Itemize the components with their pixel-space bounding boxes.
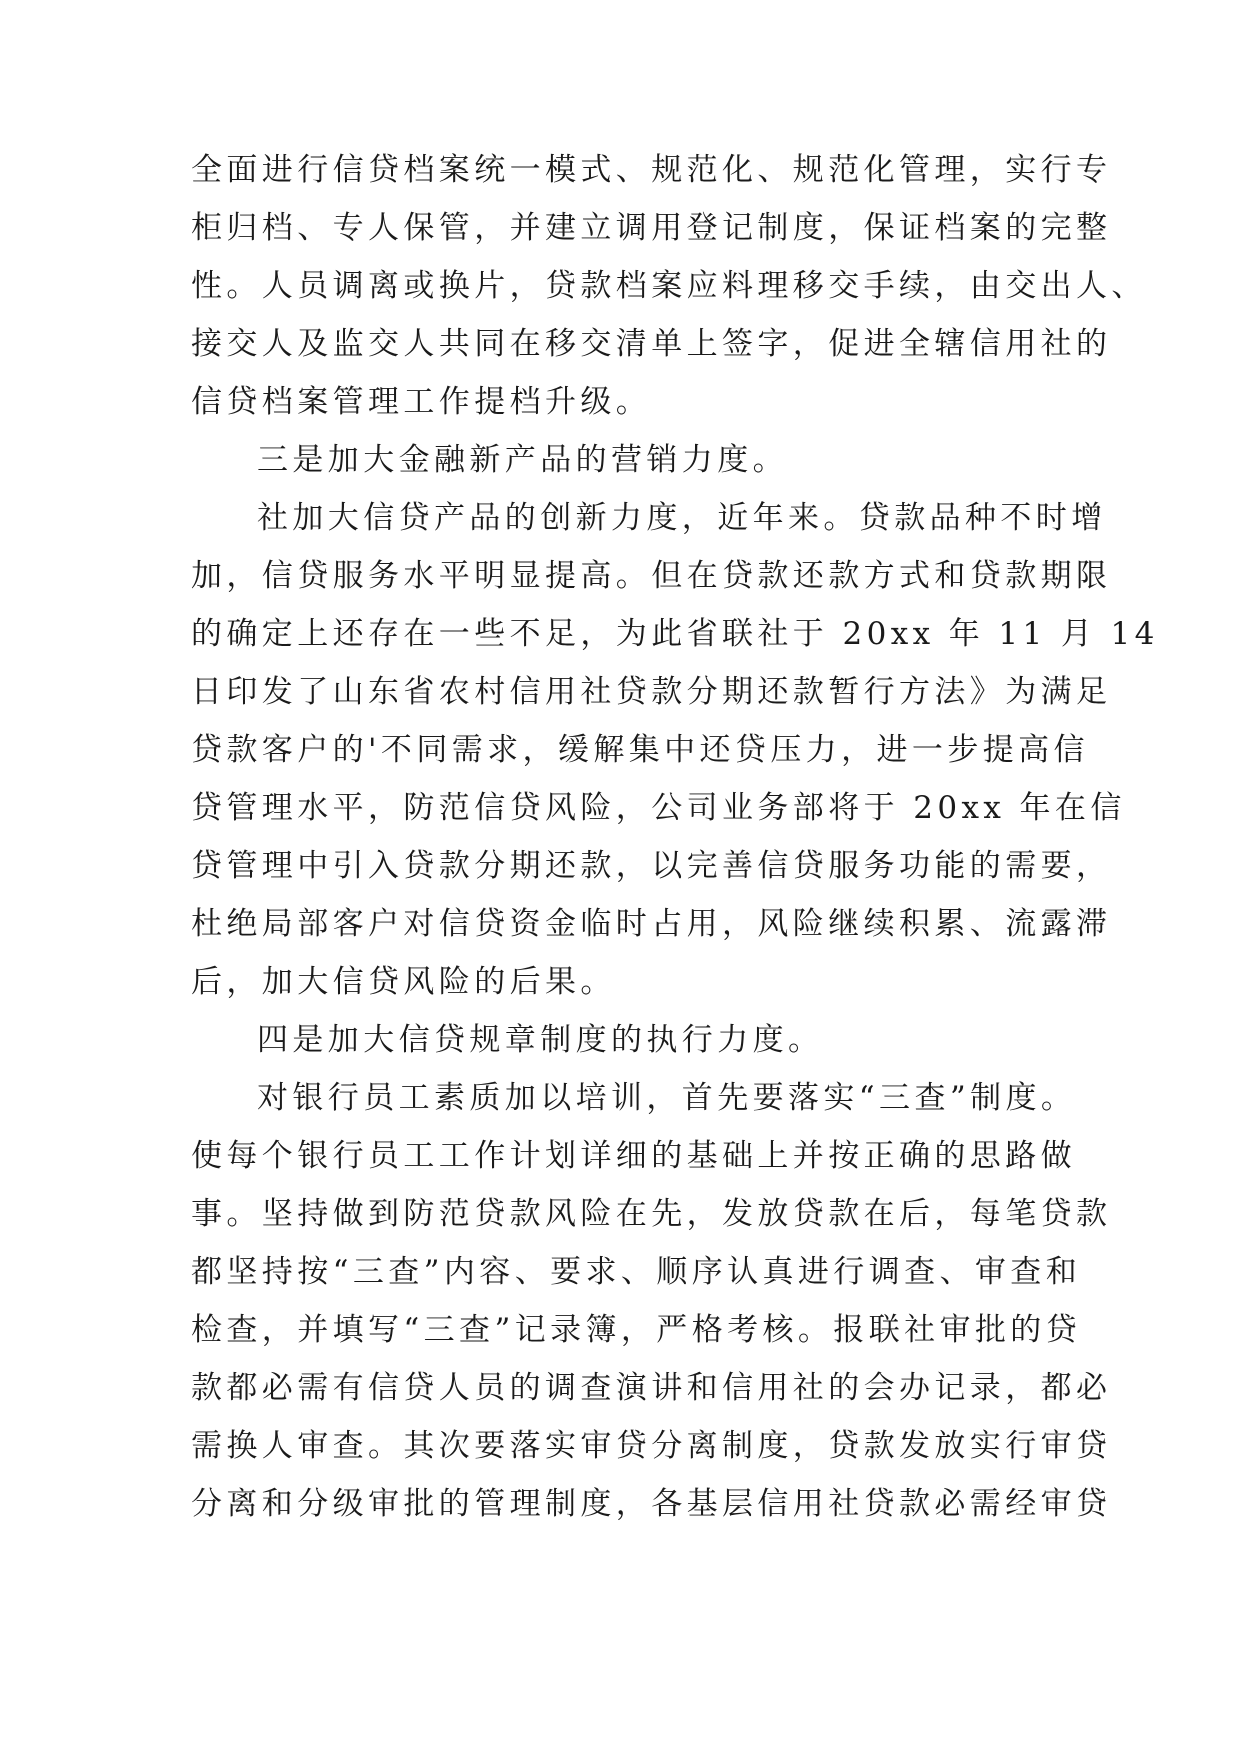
section-heading: 三是加大金融新产品的营销力度。 <box>257 442 788 478</box>
text-line: 检查，并填写“三查”记录簿，严格考核。报联社审批的贷 <box>191 1312 1082 1348</box>
text-line: 日印发了山东省农村信用社贷款分期还款暂行方法》为满足 <box>191 674 1112 710</box>
text-line: 使每个银行员工工作计划详细的基础上并按正确的思路做 <box>191 1138 1076 1174</box>
text-line: 贷管理中引入贷款分期还款，以完善信贷服务功能的需要， <box>191 848 1112 884</box>
text-line: 的确定上还存在一些不足，为此省联社于 20xx 年 11 月 14 <box>191 616 1159 652</box>
text-line: 杜绝局部客户对信贷资金临时占用，风险继续积累、流露滞 <box>191 906 1112 942</box>
text-line: 后，加大信贷风险的后果。 <box>191 964 616 1000</box>
text-line: 性。人员调离或换片，贷款档案应料理移交手续，由交出人、 <box>191 268 1147 304</box>
text-line: 分离和分级审批的管理制度，各基层信用社贷款必需经审贷 <box>191 1486 1112 1522</box>
section-heading: 四是加大信贷规章制度的执行力度。 <box>257 1022 824 1058</box>
text-line: 柜归档、专人保管，并建立调用登记制度，保证档案的完整 <box>191 210 1112 246</box>
text-line: 都坚持按“三查”内容、要求、顺序认真进行调查、审查和 <box>191 1254 1082 1290</box>
text-line: 加，信贷服务水平明显提高。但在贷款还款方式和贷款期限 <box>191 558 1112 594</box>
text-line: 全面进行信贷档案统一模式、规范化、规范化管理，实行专 <box>191 152 1112 188</box>
text-line: 款都必需有信贷人员的调查演讲和信用社的会办记录，都必 <box>191 1370 1112 1406</box>
text-line: 事。坚持做到防范贷款风险在先，发放贷款在后，每笔贷款 <box>191 1196 1112 1232</box>
text-line: 贷管理水平，防范信贷风险，公司业务部将于 20xx 年在信 <box>191 790 1126 826</box>
text-line: 信贷档案管理工作提档升级。 <box>191 384 652 420</box>
text-line: 需换人审查。其次要落实审贷分离制度，贷款发放实行审贷 <box>191 1428 1112 1464</box>
text-line: 社加大信贷产品的创新力度，近年来。贷款品种不时增 <box>257 500 1107 536</box>
text-line: 接交人及监交人共同在移交清单上签字，促进全辖信用社的 <box>191 326 1112 362</box>
text-line: 对银行员工素质加以培训，首先要落实“三查”制度。 <box>257 1080 1077 1116</box>
text-line: 贷款客户的'不同需求，缓解集中还贷压力，进一步提高信 <box>191 732 1089 768</box>
